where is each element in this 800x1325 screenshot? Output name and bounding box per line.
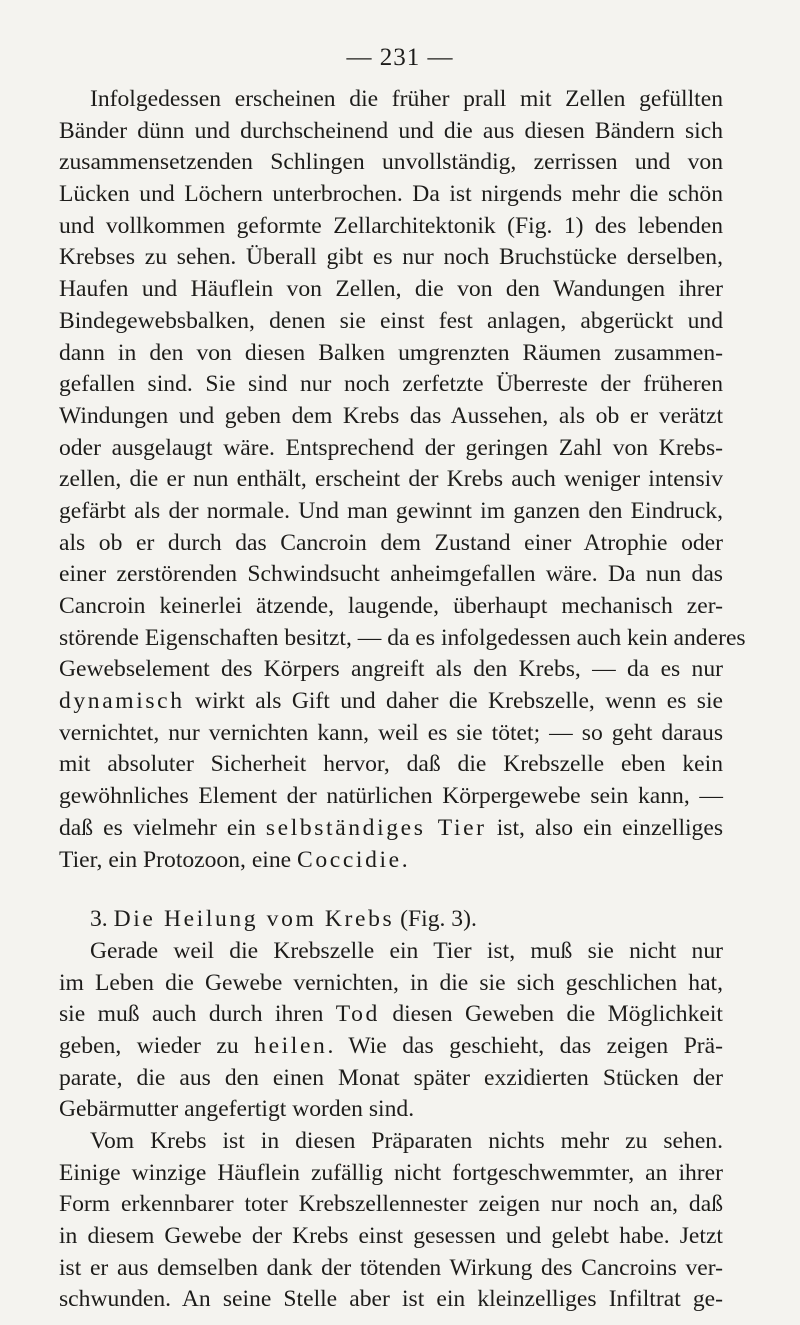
text-line: [59, 686, 723, 718]
emphasized-text: Tod: [335, 1001, 380, 1028]
text-line: Krebses zu sehen. Überall gibt es nur noch Bruchstücke derselben,: [59, 244, 723, 271]
text-line: und vollkommen geformte Zellarchitektonik (Fig. 1) des lebenden: [59, 212, 723, 239]
text-line: Bindegewebsbalken, denen sie einst fest anlagen, abgerückt und: [59, 307, 723, 334]
text-line: zusammensetzenden Schlingen unvollständig, zerrissen und von: [59, 149, 723, 176]
text-line: parate, die aus den einen Monat später exzidierten Stücken der: [59, 1064, 723, 1091]
text-run: geben, wieder zu: [59, 1032, 255, 1059]
emphasized-text: selbständiges Tier: [265, 814, 487, 841]
text-line: einer zerstörenden Schwindsucht anheimgefallen wäre. Da nun das: [59, 561, 723, 588]
text-line: Form erkennbarer toter Krebszellennester zeigen nur noch an, daß: [59, 1191, 723, 1218]
emphasized-text: dynamisch: [59, 688, 185, 715]
page-number: — 231 —: [346, 44, 454, 71]
paragraph-2: [59, 936, 723, 1126]
paragraph-1: [59, 84, 746, 876]
text-line: Infolgedessen erscheinen die früher prall mit Zellen gefüllten: [90, 86, 723, 112]
section-heading: [59, 904, 723, 936]
emphasized-text: Coccidie: [297, 846, 402, 873]
text-line: Bänder dünn und durchscheinend und die aus diesen Bändern sich: [59, 117, 723, 144]
text-line: Gerade weil die Krebszelle ein Tier ist, muß sie nicht nur: [90, 937, 723, 964]
text-run: daß es vielmehr ein: [59, 814, 266, 841]
text-line: Gewebselement des Körpers angreift als den Krebs, — da es nur: [59, 656, 723, 683]
text-line: [59, 1031, 723, 1063]
text-line: Einige winzige Häuflein zufällig nicht fortgeschwemmter, an ihrer: [59, 1159, 723, 1186]
paragraph-3: [59, 1126, 723, 1316]
section-figure-ref: (Fig. 3).: [394, 906, 477, 933]
text-line: gefallen sind. Sie sind nur noch zerfetzte Überreste der früheren: [59, 371, 723, 398]
text-line: vernichtet, nur vernichten kann, weil es sie tötet; — so geht daraus: [59, 719, 723, 746]
text-line: [59, 845, 723, 877]
text-line: Cancroin keinerlei ätzende, laugende, überhaupt mechanisch zer-: [59, 593, 723, 619]
text-line: gewöhnliches Element der natürlichen Körpergewebe sein kann, —: [59, 783, 723, 810]
text-line: [59, 813, 723, 845]
text-line: dann in den von diesen Balken umgrenzten Räumen zusammen-: [59, 339, 723, 366]
text-run: diesen Geweben die Möglichkeit: [379, 1001, 723, 1028]
emphasized-text: heilen: [254, 1032, 328, 1059]
text-line: in diesem Gewebe der Krebs einst gesessen und gelebt habe. Jetzt: [59, 1223, 723, 1250]
text-line: mit absoluter Sicherheit hervor, daß die Krebszelle eben kein: [59, 751, 723, 778]
text-run: . Wie das geschieht, das zeigen Prä-: [327, 1032, 723, 1059]
text-line: ist er aus demselben dank der tötenden Wirkung des Cancroins ver-: [59, 1254, 723, 1281]
text-line: störende Eigenschaften besitzt, — da es infolgedessen auch kein anderes: [59, 624, 746, 651]
text-line: im Leben die Gewebe vernichten, in die sie sich geschlichen hat,: [59, 969, 723, 996]
text-line: Windungen und geben dem Krebs das Aussehen, als ob er verätzt: [59, 402, 723, 429]
text-line: als ob er durch das Cancroin dem Zustand einer Atrophie oder: [59, 529, 723, 556]
text-run: Tier, ein Protozoon, eine: [59, 846, 298, 873]
text-line: Lücken und Löchern unterbrochen. Da ist nirgends mehr die schön: [59, 181, 723, 208]
section-spacer: [59, 876, 723, 904]
text-run: ist, also ein einzelliges: [486, 814, 723, 841]
text-line: Vom Krebs ist in diesen Präparaten nichts mehr zu sehen.: [90, 1128, 723, 1154]
text-line: gefärbt als der normale. Und man gewinnt im ganzen den Eindruck,: [59, 497, 723, 524]
text-line: schwunden. An seine Stelle aber ist ein kleinzelliges Infiltrat ge-: [59, 1286, 723, 1313]
text-run: .: [401, 846, 408, 873]
text-line: zellen, die er nun enthält, erscheint der Krebs auch weniger intensiv: [59, 466, 723, 493]
text-line: Gebärmutter angefertigt worden sind.: [59, 1096, 415, 1123]
text-run: sie muß auch durch ihren: [59, 1001, 336, 1028]
text-run: wirkt als Gift und daher die Krebszelle, wenn es sie: [184, 688, 723, 715]
text-line: oder ausgelaugt wäre. Entsprechend der geringen Zahl von Krebs-: [59, 434, 723, 461]
page-body: [59, 84, 746, 1316]
text-line: Haufen und Häuflein von Zellen, die von den Wandungen ihrer: [59, 276, 723, 303]
section-title: Die Heilung vom Krebs: [113, 906, 395, 933]
section-number: 3.: [90, 906, 114, 933]
text-line: [59, 999, 723, 1031]
